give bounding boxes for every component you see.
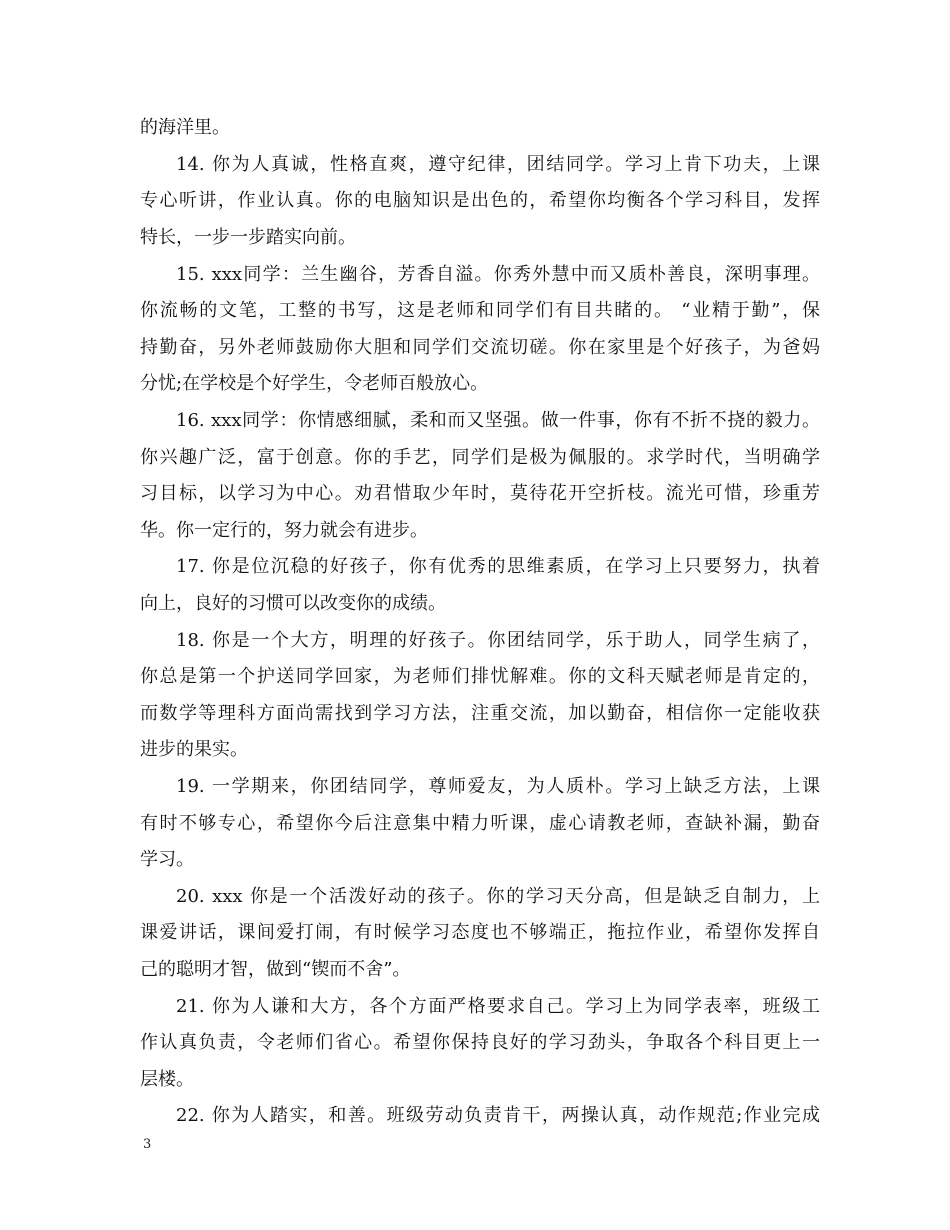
text-line: 而数学等理科方面尚需找到学习方法，注重交流，加以勤奋，相信你一定能收获: [140, 703, 820, 724]
text-line: 17. 你是位沉稳的好孩子，你有优秀的思维素质，在学习上只要努力，执着: [176, 556, 820, 577]
text-line: 特长，一步一步踏实向前。: [140, 227, 356, 248]
text-line: 22. 你为人踏实，和善。班级劳动负责肯干，两操认真，动作规范;作业完成: [176, 1105, 820, 1126]
text-line: 华。你一定行的，努力就会有进步。: [140, 520, 428, 541]
text-line: 有时不够专心，希望你今后注意集中精力听课，虚心请教老师，查缺补漏，勤奋: [140, 813, 820, 834]
text-line: 进步的果实。: [140, 739, 248, 760]
text-line: 持勤奋，另外老师鼓励你大胆和同学们交流切磋。你在家里是个好孩子，为爸妈: [140, 337, 820, 358]
text-line: 的海洋里。: [140, 117, 230, 138]
text-line: 你总是第一个护送同学回家，为老师们排忧解难。你的文科天赋老师是肯定的，: [140, 666, 820, 687]
text-line: 分忧;在学校是个好学生，令老师百般放心。: [140, 373, 489, 394]
text-line: 己的聪明才智，做到“锲而不舍”。: [140, 959, 411, 980]
text-line: 学习。: [140, 849, 194, 870]
text-line: 专心听讲，作业认真。你的电脑知识是出色的，希望你均衡各个学习科目，发挥: [140, 190, 820, 211]
text-line: 21. 你为人谦和大方，各个方面严格要求自己。学习上为同学表率，班级工: [176, 996, 820, 1017]
text-line: 14. 你为人真诚，性格直爽，遵守纪律，团结同学。学习上肯下功夫，上课: [176, 154, 820, 175]
text-line: 你流畅的文笔，工整的书写，这是老师和同学们有目共睹的。 “业精于勤”，保: [140, 300, 820, 321]
page-number: 3: [143, 1137, 152, 1152]
text-line: 19. 一学期来，你团结同学，尊师爱友，为人质朴。学习上缺乏方法，上课: [176, 776, 820, 797]
text-line: 作认真负责，令老师们省心。希望你保持良好的学习劲头，争取各个科目更上一: [140, 1032, 820, 1053]
text-line: 你兴趣广泛，富于创意。你的手艺，同学们是极为佩服的。求学时代，当明确学: [140, 447, 820, 468]
text-line: 15. xxx同学：兰生幽谷，芳香自溢。你秀外慧中而又质朴善良，深明事理。: [176, 264, 820, 285]
text-line: 课爱讲话，课间爱打闹，有时候学习态度也不够端正，拖拉作业，希望你发挥自: [140, 922, 820, 943]
text-line: 层楼。: [140, 1069, 194, 1090]
text-line: 习目标，以学习为中心。劝君惜取少年时，莫待花开空折枝。流光可惜，珍重芳: [140, 483, 820, 504]
text-line: 20. xxx 你是一个活泼好动的孩子。你的学习天分高，但是缺乏自制力，上: [176, 886, 820, 907]
text-line: 向上，良好的习惯可以改变你的成绩。: [140, 593, 446, 614]
text-line: 18. 你是一个大方，明理的好孩子。你团结同学，乐于助人，同学生病了，: [176, 630, 820, 651]
text-line: 16. xxx同学：你情感细腻，柔和而又坚强。做一件事，你有不折不挠的毅力。: [176, 410, 820, 431]
